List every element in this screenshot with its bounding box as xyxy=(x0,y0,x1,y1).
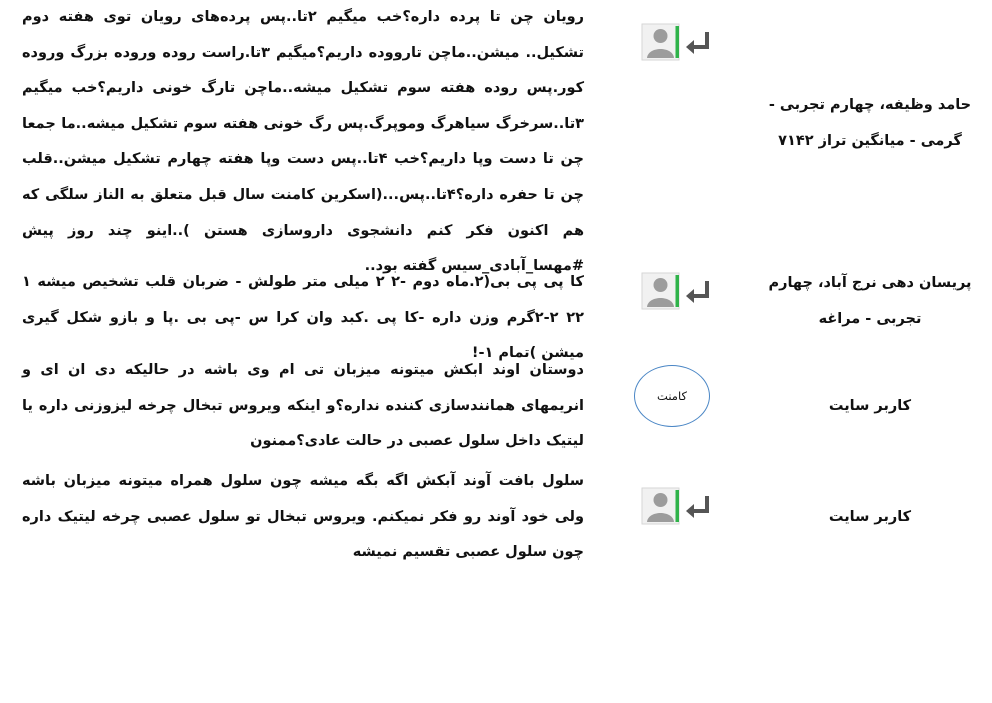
comment-author-3: کاربر سایت xyxy=(828,398,912,414)
comment-text-4: سلول بافت آوند آبکش اگه بگه میشه چون سلول همراه میتونه میزبان باشه ولی خود آوند رو فکر نمیکنم. ویروس تبخال تو سلول عصبی چرخه لیتیک داره چون سلول عصبی تقسیم نمیشه xyxy=(22,473,584,561)
comment-author-2: پریسان دهی نرج آباد، چهارم تجربی - مراغه xyxy=(768,275,972,327)
comment-text-3: دوستان اوند ابکش میتونه میزبان تی ام وی باشه در حالیکه دی ان ای و انریمهای همانندسازی کننده نداره؟و اینکه ویروس تبخال چرخه لیزوزنی داره یا لیتیک داخل سلول عصبی در حالت عادی؟ممنون xyxy=(22,362,584,450)
comment-author-4: کاربر سایت xyxy=(828,509,912,525)
user-avatar-reply-icon[interactable] xyxy=(641,486,713,526)
comment-text-2: کا پی پی بی(۲.ماه دوم -۲ ۲ میلی متر طولش - ضربان قلب تشخیص میشه ۱ ۲۲ ۲-۲گرم وزن داره -کا پی .کبد وان کرا س -پی بی .پا و بازو شکل گیری میشن )تمام ۱-! xyxy=(22,274,584,362)
comment-text-1: رویان چن تا پرده داره؟خب میگیم ۲تا..پس پردەهای رویان توی هفته دوم تشکیل.. میشن..ماچن تارووده داریم؟میگیم ۳تا.راست روده وروده بزرگ وروده کور.پس روده هفته سوم تشکیل میشه..ماچن تارگ خونی داریم؟خب میگیم ۳تا..سرخرگ سیاهرگ وموپرگ.پس رگ خونی هفته سوم تشکیل میشه..ما جمعا چن تا دست وپا داریم؟خب ۴تا..پس دست وپا هفته چهارم تشکیل میشن..قلب چن تا حفره داره؟۴تا..پس...(اسکرین کامنت سال قبل متعلق به الناز سلگی که هم اکنون فکر کنم دانشجوی داروسازی هستن )..اینو چند روز پیش #مهسا_آبادی_سیس گفته بود.. xyxy=(22,9,585,275)
comment-author-1: حامد وظیفه، چهارم تجربی - گرمی - میانگین تراز ۷۱۴۲ xyxy=(768,97,972,149)
comment-badge: کامنت xyxy=(634,365,710,427)
user-avatar-reply-icon[interactable] xyxy=(641,22,713,62)
user-avatar-reply-icon[interactable] xyxy=(641,271,713,311)
